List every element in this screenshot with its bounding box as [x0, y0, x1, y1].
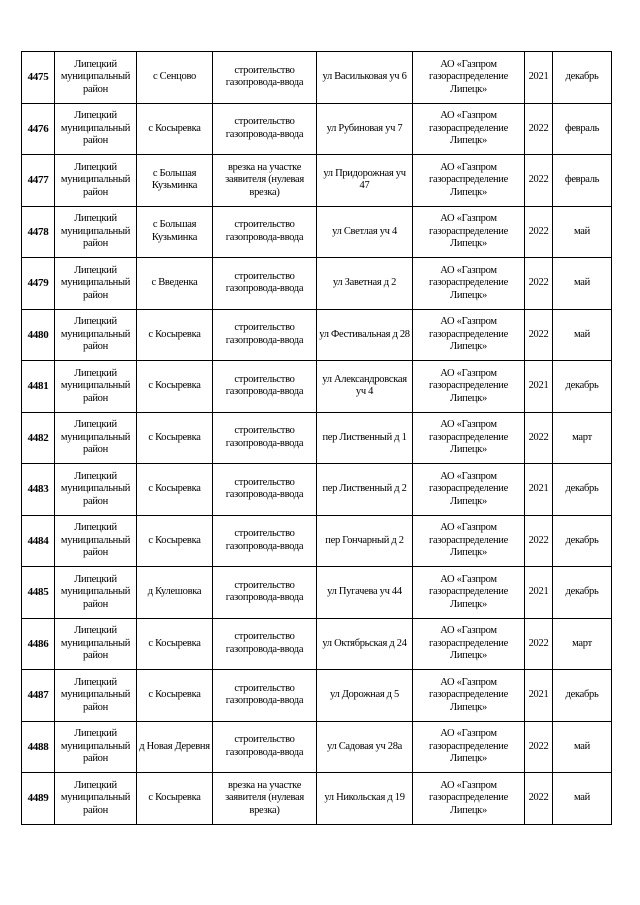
table-row — [22, 309, 612, 361]
address-cell: ул Придорожная уч 47 — [317, 155, 413, 207]
work-type-cell: строительство газопровода-ввода — [213, 515, 317, 567]
address-cell: пер Лиственный д 1 — [317, 412, 413, 464]
locality-cell: с Косыревка — [137, 309, 213, 361]
row-number: 4488 — [22, 721, 55, 773]
organization-cell: АО «Газпром газораспределение Липецк» — [413, 103, 525, 155]
year-cell: 2022 — [525, 155, 553, 207]
year-cell: 2021 — [525, 567, 553, 619]
year-cell: 2022 — [525, 412, 553, 464]
table-row — [22, 206, 612, 258]
address-cell: ул Рубиновая уч 7 — [317, 103, 413, 155]
year-cell: 2021 — [525, 464, 553, 516]
table-row — [22, 258, 612, 310]
year-cell: 2022 — [525, 721, 553, 773]
year-cell: 2022 — [525, 103, 553, 155]
work-type-cell: строительство газопровода-ввода — [213, 52, 317, 104]
row-number: 4487 — [22, 670, 55, 722]
row-number: 4486 — [22, 618, 55, 670]
month-cell: май — [553, 309, 612, 361]
district-cell: Липецкий муниципальный район — [55, 721, 137, 773]
district-cell: Липецкий муниципальный район — [55, 412, 137, 464]
month-cell: май — [553, 773, 612, 825]
address-cell: ул Пугачева уч 44 — [317, 567, 413, 619]
organization-cell: АО «Газпром газораспределение Липецк» — [413, 206, 525, 258]
address-cell: ул Светлая уч 4 — [317, 206, 413, 258]
work-type-cell: строительство газопровода-ввода — [213, 258, 317, 310]
year-cell: 2021 — [525, 361, 553, 413]
work-type-cell: врезка на участке заявителя (нулевая врезка) — [213, 773, 317, 825]
month-cell: декабрь — [553, 567, 612, 619]
work-type-cell: строительство газопровода-ввода — [213, 412, 317, 464]
table-row — [22, 103, 612, 155]
row-number: 4484 — [22, 515, 55, 567]
month-cell: февраль — [553, 103, 612, 155]
row-number: 4489 — [22, 773, 55, 825]
year-cell: 2021 — [525, 670, 553, 722]
district-cell: Липецкий муниципальный район — [55, 567, 137, 619]
work-type-cell: строительство газопровода-ввода — [213, 567, 317, 619]
district-cell: Липецкий муниципальный район — [55, 773, 137, 825]
district-cell: Липецкий муниципальный район — [55, 361, 137, 413]
locality-cell: с Большая Кузьминка — [137, 206, 213, 258]
organization-cell: АО «Газпром газораспределение Липецк» — [413, 515, 525, 567]
table-row — [22, 670, 612, 722]
row-number: 4482 — [22, 412, 55, 464]
work-type-cell: строительство газопровода-ввода — [213, 361, 317, 413]
work-type-cell: строительство газопровода-ввода — [213, 103, 317, 155]
address-cell: ул Васильковая уч 6 — [317, 52, 413, 104]
address-cell: ул Дорожная д 5 — [317, 670, 413, 722]
locality-cell: с Косыревка — [137, 515, 213, 567]
district-cell: Липецкий муниципальный район — [55, 309, 137, 361]
locality-cell: с Косыревка — [137, 103, 213, 155]
organization-cell: АО «Газпром газораспределение Липецк» — [413, 567, 525, 619]
organization-cell: АО «Газпром газораспределение Липецк» — [413, 618, 525, 670]
month-cell: март — [553, 412, 612, 464]
row-number: 4476 — [22, 103, 55, 155]
month-cell: февраль — [553, 155, 612, 207]
table-row — [22, 567, 612, 619]
table-row — [22, 464, 612, 516]
month-cell: декабрь — [553, 464, 612, 516]
row-number: 4481 — [22, 361, 55, 413]
work-type-cell: строительство газопровода-ввода — [213, 670, 317, 722]
month-cell: май — [553, 206, 612, 258]
locality-cell: с Большая Кузьминка — [137, 155, 213, 207]
organization-cell: АО «Газпром газораспределение Липецк» — [413, 52, 525, 104]
year-cell: 2022 — [525, 773, 553, 825]
locality-cell: д Новая Деревня — [137, 721, 213, 773]
row-number: 4478 — [22, 206, 55, 258]
district-cell: Липецкий муниципальный район — [55, 515, 137, 567]
row-number: 4479 — [22, 258, 55, 310]
district-cell: Липецкий муниципальный район — [55, 464, 137, 516]
locality-cell: с Косыревка — [137, 464, 213, 516]
district-cell: Липецкий муниципальный район — [55, 103, 137, 155]
locality-cell: с Косыревка — [137, 773, 213, 825]
organization-cell: АО «Газпром газораспределение Липецк» — [413, 361, 525, 413]
address-cell: пер Лиственный д 2 — [317, 464, 413, 516]
address-cell: ул Октябрьская д 24 — [317, 618, 413, 670]
organization-cell: АО «Газпром газораспределение Липецк» — [413, 773, 525, 825]
month-cell: декабрь — [553, 670, 612, 722]
table-row — [22, 773, 612, 825]
year-cell: 2022 — [525, 206, 553, 258]
year-cell: 2022 — [525, 309, 553, 361]
locality-cell: с Косыревка — [137, 361, 213, 413]
month-cell: май — [553, 258, 612, 310]
row-number: 4477 — [22, 155, 55, 207]
organization-cell: АО «Газпром газораспределение Липецк» — [413, 464, 525, 516]
row-number: 4485 — [22, 567, 55, 619]
locality-cell: с Сенцово — [137, 52, 213, 104]
district-cell: Липецкий муниципальный район — [55, 618, 137, 670]
row-number: 4475 — [22, 52, 55, 104]
month-cell: декабрь — [553, 361, 612, 413]
row-number: 4483 — [22, 464, 55, 516]
address-cell: ул Александровская уч 4 — [317, 361, 413, 413]
organization-cell: АО «Газпром газораспределение Липецк» — [413, 670, 525, 722]
month-cell: декабрь — [553, 52, 612, 104]
locality-cell: с Введенка — [137, 258, 213, 310]
address-cell: ул Заветная д 2 — [317, 258, 413, 310]
gas-connection-table — [21, 51, 612, 825]
table-row — [22, 52, 612, 104]
organization-cell: АО «Газпром газораспределение Липецк» — [413, 155, 525, 207]
table-row — [22, 515, 612, 567]
month-cell: декабрь — [553, 515, 612, 567]
district-cell: Липецкий муниципальный район — [55, 52, 137, 104]
address-cell: ул Садовая уч 28а — [317, 721, 413, 773]
work-type-cell: строительство газопровода-ввода — [213, 309, 317, 361]
work-type-cell: строительство газопровода-ввода — [213, 618, 317, 670]
locality-cell: д Кулешовка — [137, 567, 213, 619]
year-cell: 2021 — [525, 52, 553, 104]
work-type-cell: строительство газопровода-ввода — [213, 721, 317, 773]
row-number: 4480 — [22, 309, 55, 361]
table-body — [22, 52, 612, 825]
locality-cell: с Косыревка — [137, 670, 213, 722]
table-row — [22, 721, 612, 773]
year-cell: 2022 — [525, 258, 553, 310]
year-cell: 2022 — [525, 618, 553, 670]
locality-cell: с Косыревка — [137, 412, 213, 464]
month-cell: май — [553, 721, 612, 773]
organization-cell: АО «Газпром газораспределение Липецк» — [413, 721, 525, 773]
address-cell: ул Никольская д 19 — [317, 773, 413, 825]
locality-cell: с Косыревка — [137, 618, 213, 670]
organization-cell: АО «Газпром газораспределение Липецк» — [413, 309, 525, 361]
address-cell: пер Гончарный д 2 — [317, 515, 413, 567]
table-row — [22, 361, 612, 413]
district-cell: Липецкий муниципальный район — [55, 206, 137, 258]
address-cell: ул Фестивальная д 28 — [317, 309, 413, 361]
work-type-cell: строительство газопровода-ввода — [213, 464, 317, 516]
table-row — [22, 618, 612, 670]
organization-cell: АО «Газпром газораспределение Липецк» — [413, 258, 525, 310]
organization-cell: АО «Газпром газораспределение Липецк» — [413, 412, 525, 464]
district-cell: Липецкий муниципальный район — [55, 155, 137, 207]
work-type-cell: врезка на участке заявителя (нулевая врезка) — [213, 155, 317, 207]
month-cell: март — [553, 618, 612, 670]
district-cell: Липецкий муниципальный район — [55, 258, 137, 310]
table-row — [22, 155, 612, 207]
work-type-cell: строительство газопровода-ввода — [213, 206, 317, 258]
year-cell: 2022 — [525, 515, 553, 567]
district-cell: Липецкий муниципальный район — [55, 670, 137, 722]
table-row — [22, 412, 612, 464]
